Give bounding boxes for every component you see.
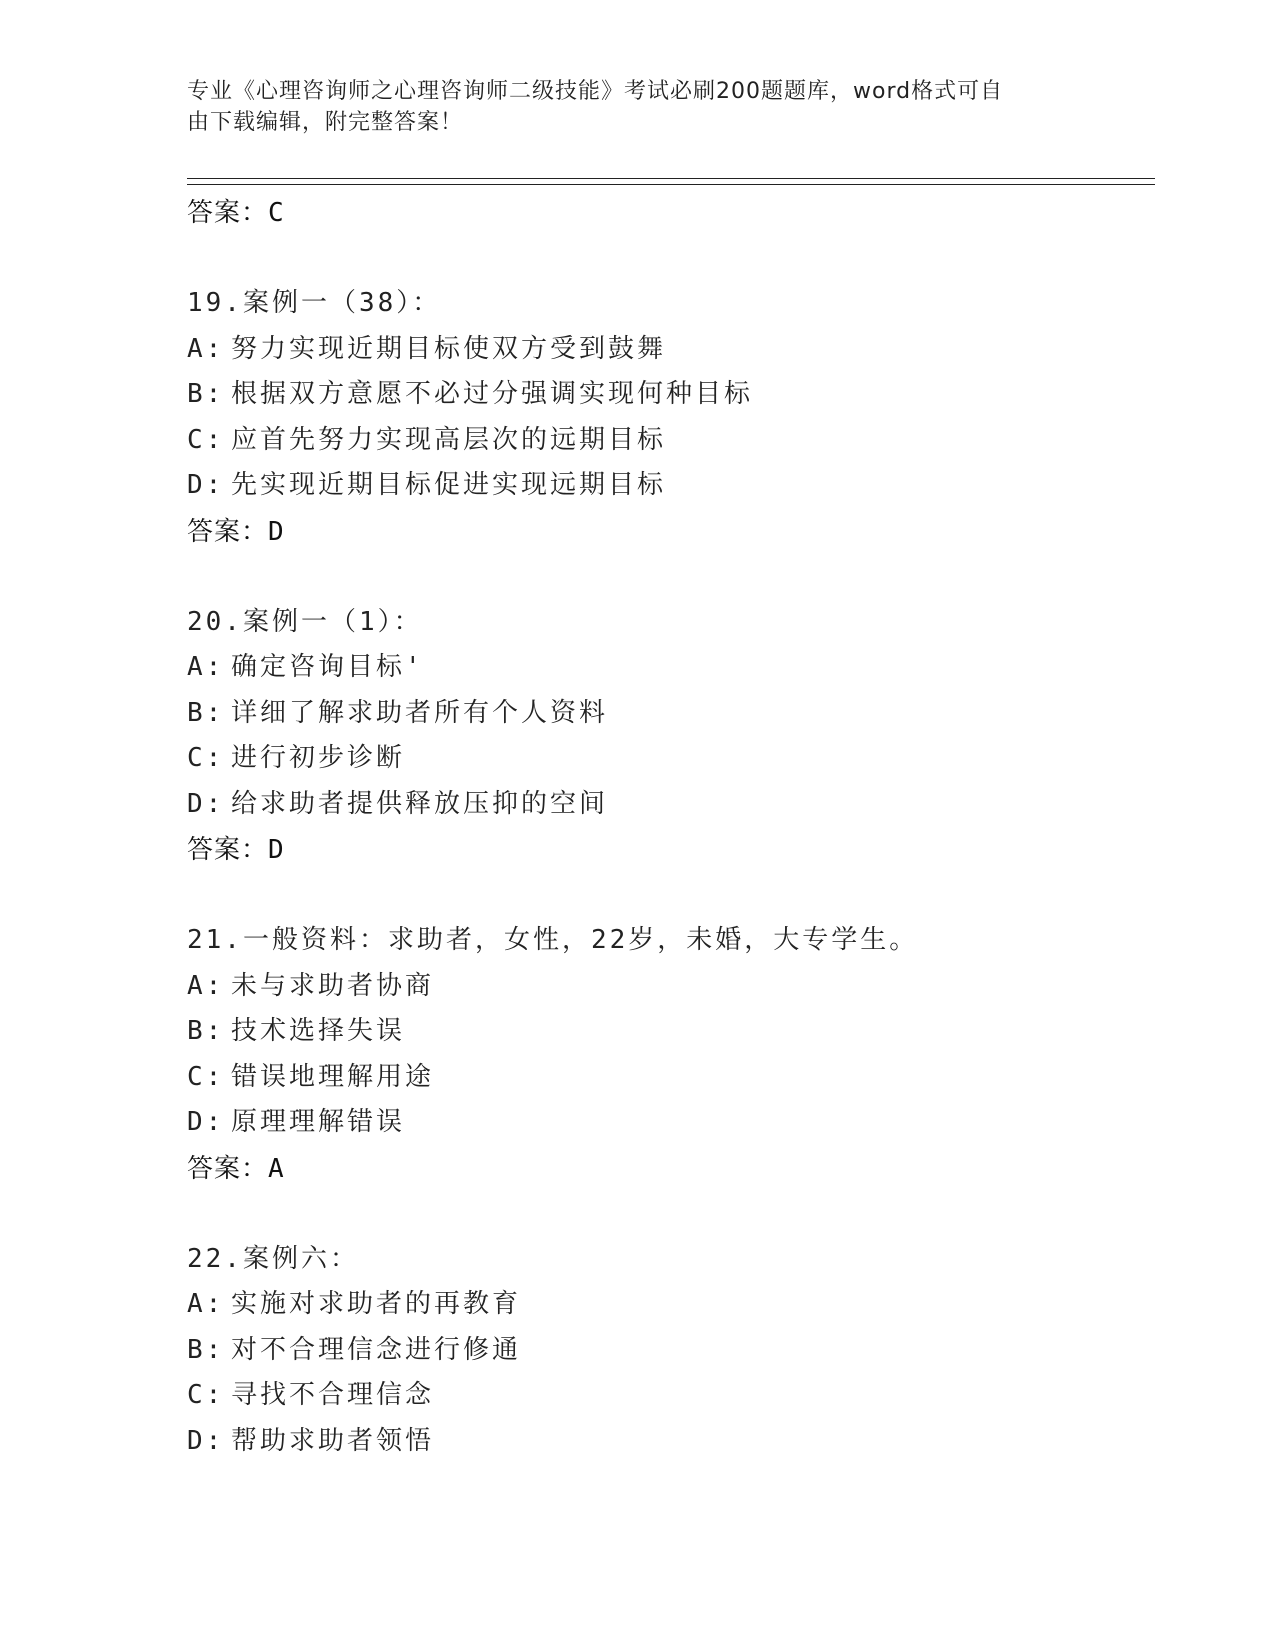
option-d xyxy=(187,1100,1147,1146)
option-b xyxy=(187,372,1147,418)
option-c xyxy=(187,418,1147,464)
question-answer xyxy=(187,827,1147,873)
option-text: 错误地理解用途 xyxy=(231,1061,435,1092)
option-b xyxy=(187,691,1147,737)
question-answer xyxy=(187,509,1147,555)
previous-answer xyxy=(187,190,1147,236)
option-letter: C: xyxy=(187,1380,225,1410)
option-letter: B: xyxy=(187,379,225,409)
answer-label: 答案： xyxy=(187,835,269,865)
option-text: 确定咨询目标' xyxy=(231,652,424,682)
question-list xyxy=(187,190,1147,1464)
answer-label: 答案： xyxy=(187,1153,269,1184)
option-b xyxy=(187,1009,1147,1055)
option-letter: C: xyxy=(187,1061,225,1092)
option-text: 应首先努力实现高层次的远期目标 xyxy=(231,424,667,455)
question-21 xyxy=(187,918,1147,1192)
option-letter: A: xyxy=(187,1289,225,1319)
option-letter: C: xyxy=(187,743,225,773)
spacer xyxy=(187,236,1147,281)
answer-label: 答案： xyxy=(187,516,269,547)
option-d xyxy=(187,782,1147,828)
answer-value: D xyxy=(268,835,285,865)
question-answer xyxy=(187,1146,1147,1192)
answer-label: 答案： xyxy=(187,198,269,228)
header-divider xyxy=(187,178,1155,185)
question-stem: 20.案例一（1）： xyxy=(187,606,423,637)
option-text: 实施对求助者的再教育 xyxy=(231,1289,522,1319)
document-header xyxy=(187,76,1087,138)
option-text: 对不合理信念进行修通 xyxy=(231,1334,522,1365)
option-text: 给求助者提供释放压抑的空间 xyxy=(231,788,609,819)
header-line-2: 由下载编辑，附完整答案！ xyxy=(187,110,464,135)
option-a xyxy=(187,1282,1147,1328)
option-a xyxy=(187,327,1147,373)
option-text: 详细了解求助者所有个人资料 xyxy=(231,697,609,728)
answer-value: D xyxy=(268,516,285,547)
option-text: 原理理解错误 xyxy=(231,1107,406,1137)
option-text: 努力实现近期目标使双方受到鼓舞 xyxy=(231,333,667,364)
question-19 xyxy=(187,281,1147,555)
option-letter: B: xyxy=(187,1016,225,1046)
question-stem: 22.案例六： xyxy=(187,1243,359,1274)
option-text: 帮助求助者领悟 xyxy=(231,1425,435,1456)
option-text: 寻找不合理信念 xyxy=(231,1380,435,1410)
question-22 xyxy=(187,1237,1147,1465)
option-c xyxy=(187,1373,1147,1419)
option-a xyxy=(187,964,1147,1010)
option-c xyxy=(187,736,1147,782)
option-d xyxy=(187,1419,1147,1465)
spacer xyxy=(187,873,1147,918)
question-stem: 19.案例一（38）： xyxy=(187,288,442,318)
spacer xyxy=(187,1192,1147,1237)
option-letter: C: xyxy=(187,424,225,455)
header-line-1: 专业《心理咨询师之心理咨询师二级技能》考试必刷200题题库，word格式可自 xyxy=(187,79,1004,104)
option-text: 先实现近期目标促进实现远期目标 xyxy=(231,470,667,500)
option-text: 根据双方意愿不必过分强调实现何种目标 xyxy=(231,379,754,409)
option-letter: A: xyxy=(187,970,225,1001)
option-b xyxy=(187,1328,1147,1374)
option-letter: D: xyxy=(187,1107,225,1137)
option-letter: B: xyxy=(187,697,225,728)
option-d xyxy=(187,463,1147,509)
option-text: 进行初步诊断 xyxy=(231,743,406,773)
option-c xyxy=(187,1055,1147,1101)
question-stem: 21.一般资料：求助者，女性，22岁，未婚，大专学生。 xyxy=(187,925,919,955)
option-letter: D: xyxy=(187,788,225,819)
option-text: 未与求助者协商 xyxy=(231,970,435,1001)
option-letter: D: xyxy=(187,470,225,500)
option-a xyxy=(187,645,1147,691)
question-20 xyxy=(187,600,1147,874)
option-letter: D: xyxy=(187,1425,225,1456)
spacer xyxy=(187,555,1147,600)
option-text: 技术选择失误 xyxy=(231,1016,406,1046)
option-letter: A: xyxy=(187,652,225,682)
answer-value: C xyxy=(268,198,285,228)
option-letter: A: xyxy=(187,333,225,364)
answer-value: A xyxy=(268,1153,285,1184)
option-letter: B: xyxy=(187,1334,225,1365)
